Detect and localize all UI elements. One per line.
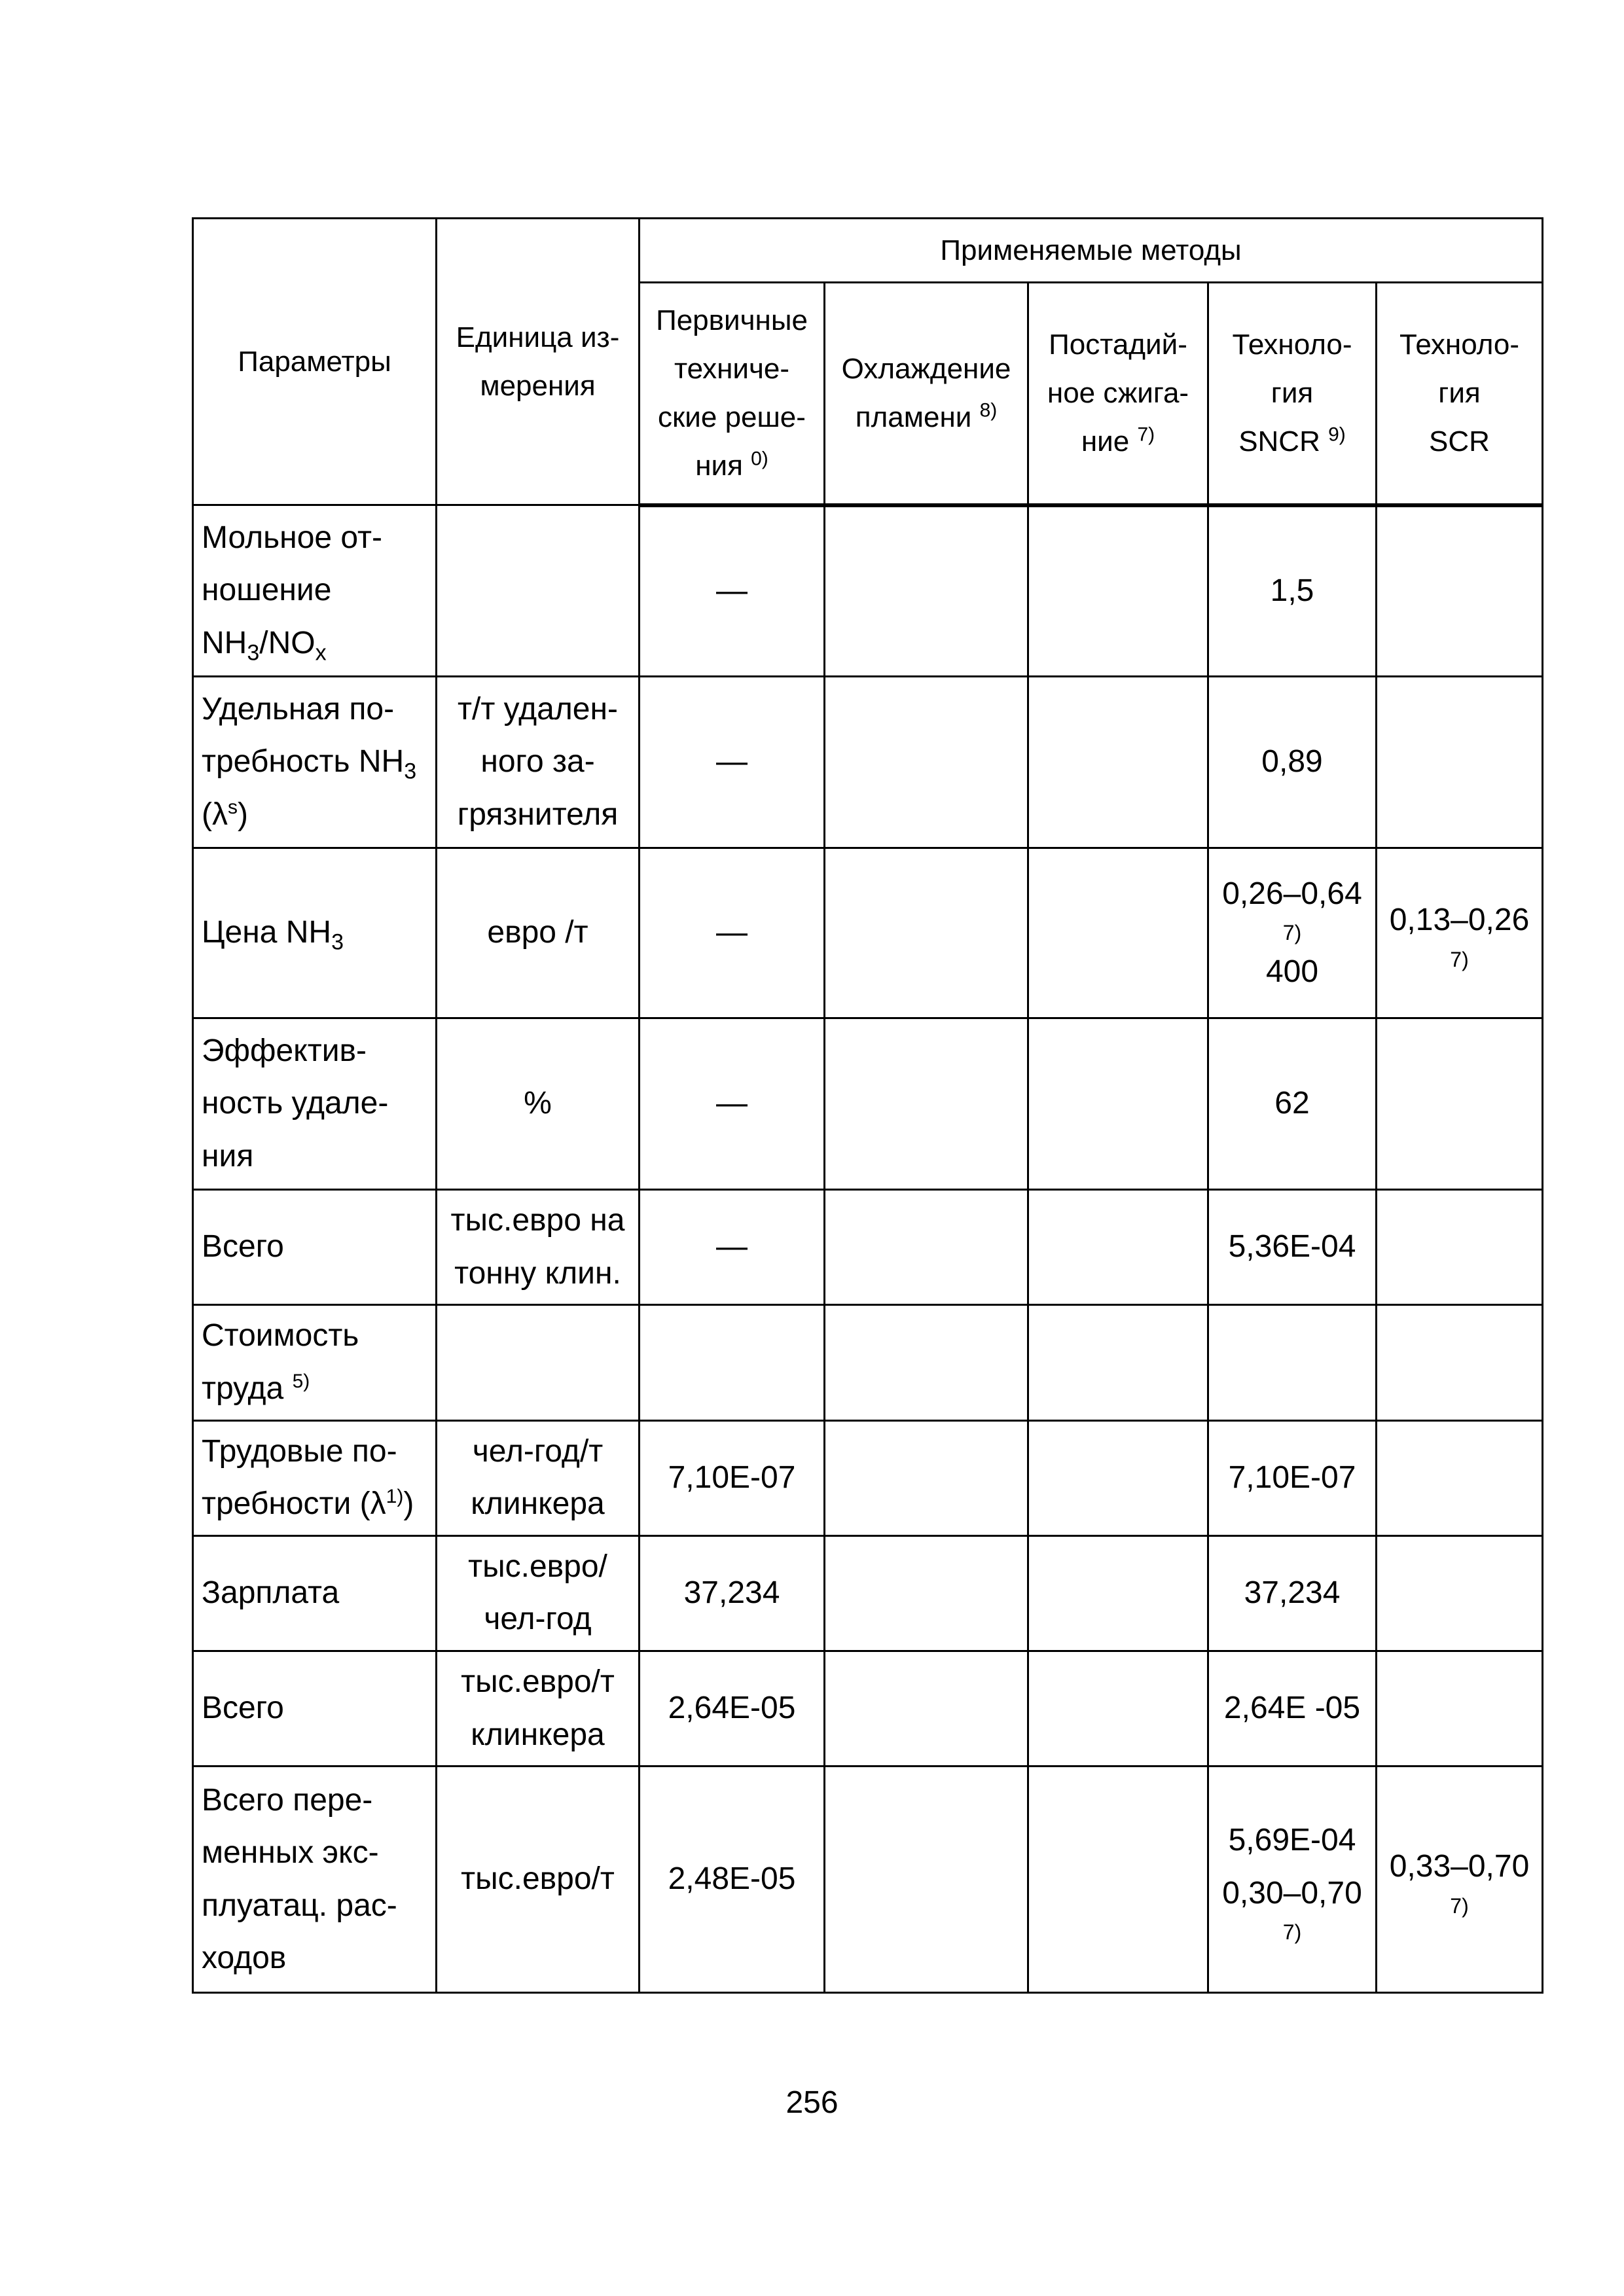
primary-cell: — — [640, 1190, 825, 1305]
primary-cell: 7,10Е-07 — [640, 1420, 825, 1535]
cooling-cell — [825, 1018, 1028, 1190]
cooling-cell — [825, 505, 1028, 677]
param-total-variable-costs: Всего пере- менных экс- плуатац. рас- ходов — [193, 1767, 437, 1993]
param-removal-efficiency: Эффектив- ность удале- ния — [193, 1018, 437, 1190]
table-row — [193, 1190, 1543, 1305]
table-row — [193, 848, 1543, 1018]
sncr-cell — [1208, 1305, 1377, 1420]
sncr-cell: 1,5 — [1208, 505, 1377, 677]
table-row — [193, 1767, 1543, 1993]
sncr-cell: 0,89 — [1208, 677, 1377, 848]
sncr-cell: 5,36Е-04 — [1208, 1190, 1377, 1305]
table-row — [193, 1651, 1543, 1767]
staged-cell — [1028, 1535, 1208, 1651]
primary-cell: 37,234 — [640, 1535, 825, 1651]
header-staged-combustion: Постадий- ное сжига- ние $^{7)}$ — [1028, 283, 1208, 505]
sncr-cell: 62 — [1208, 1018, 1377, 1190]
unit-cell: евро /т — [437, 848, 640, 1018]
sncr-cell: 0,26–0,64 7) 400 — [1208, 848, 1377, 1018]
table-row — [193, 505, 1543, 677]
param-nh3-price: Цена $NH_3$ — [193, 848, 437, 1018]
unit-cell: т/т удален- ного за- грязнителя — [437, 677, 640, 848]
param-nh3-demand: Удельная по- требность $NH_3$ $(\lambda^s)$ — [193, 677, 437, 848]
header-flame-cooling: Охлаждение пламени $^{8)}$ — [825, 283, 1028, 505]
unit-cell: тыс.евро/ чел-год — [437, 1535, 640, 1651]
staged-cell — [1028, 1420, 1208, 1535]
scr-cell — [1377, 1420, 1543, 1535]
table-row — [193, 1018, 1543, 1190]
param-total: Всего — [193, 1190, 437, 1305]
param-salary: Зарплата — [193, 1535, 437, 1651]
cooling-cell — [825, 1420, 1028, 1535]
staged-cell — [1028, 505, 1208, 677]
unit-cell: тыс.евро/т клинкера — [437, 1651, 640, 1767]
scr-cell: 0,13–0,26 7) — [1377, 848, 1543, 1018]
scr-cell: 0,33–0,70 7) — [1377, 1767, 1543, 1993]
param-total-labour: Всего — [193, 1651, 437, 1767]
page-number: 256 — [785, 2085, 839, 2120]
staged-cell — [1028, 677, 1208, 848]
scr-cell — [1377, 505, 1543, 677]
unit-cell — [437, 1305, 640, 1420]
scr-cell — [1377, 1305, 1543, 1420]
cooling-cell — [825, 1767, 1028, 1993]
cooling-cell — [825, 1535, 1028, 1651]
sncr-cell: 7,10Е-07 — [1208, 1420, 1377, 1535]
header-unit: Единица из- мерения — [437, 219, 640, 505]
header-primary-methods: Первичные техниче- ские реше- ния $^{0)}$ — [640, 283, 825, 505]
cooling-cell — [825, 1651, 1028, 1767]
header-params: Параметры — [193, 219, 437, 505]
staged-cell — [1028, 1018, 1208, 1190]
primary-cell: — — [640, 1018, 825, 1190]
cooling-cell — [825, 1190, 1028, 1305]
primary-cell: — — [640, 677, 825, 848]
primary-cell: — — [640, 505, 825, 677]
sncr-cell: 5,69Е-04 0,30–0,70 7) — [1208, 1767, 1377, 1993]
unit-cell: чел-год/т клинкера — [437, 1420, 640, 1535]
scr-cell — [1377, 1651, 1543, 1767]
staged-cell — [1028, 848, 1208, 1018]
header-scr: Техноло- гия SCR — [1377, 283, 1543, 505]
unit-cell: % — [437, 1018, 640, 1190]
table-row — [193, 1305, 1543, 1420]
scr-cell — [1377, 677, 1543, 848]
staged-cell — [1028, 1767, 1208, 1993]
primary-cell — [640, 1305, 825, 1420]
table-row — [193, 1535, 1543, 1651]
staged-cell — [1028, 1651, 1208, 1767]
header-row-1 — [193, 219, 1543, 283]
table-row — [193, 677, 1543, 848]
staged-cell — [1028, 1305, 1208, 1420]
param-molar-ratio: Мольное от- ношение $NH_3/NO_x$ — [193, 505, 437, 677]
table-row — [193, 1420, 1543, 1535]
cooling-cell — [825, 1305, 1028, 1420]
sncr-cell: 37,234 — [1208, 1535, 1377, 1651]
scr-cell — [1377, 1535, 1543, 1651]
unit-cell — [437, 505, 640, 677]
cost-table — [192, 217, 1543, 1994]
param-labour-cost: Стоимость труда $^{5)}$ — [193, 1305, 437, 1420]
sncr-cell: 2,64Е -05 — [1208, 1651, 1377, 1767]
primary-cell: 2,64Е-05 — [640, 1651, 825, 1767]
cooling-cell — [825, 677, 1028, 848]
unit-cell: тыс.евро/т — [437, 1767, 640, 1993]
scr-cell — [1377, 1190, 1543, 1305]
primary-cell: 2,48Е-05 — [640, 1767, 825, 1993]
header-methods: Применяемые методы — [640, 219, 1543, 283]
param-labour-requirements: Трудовые по- требности $(\lambda^{1)})$ — [193, 1420, 437, 1535]
scr-cell — [1377, 1018, 1543, 1190]
staged-cell — [1028, 1190, 1208, 1305]
header-sncr: Техноло- гия SNCR $^{9)}$ — [1208, 283, 1377, 505]
cooling-cell — [825, 848, 1028, 1018]
unit-cell: тыс.евро на тонну клин. — [437, 1190, 640, 1305]
primary-cell: — — [640, 848, 825, 1018]
